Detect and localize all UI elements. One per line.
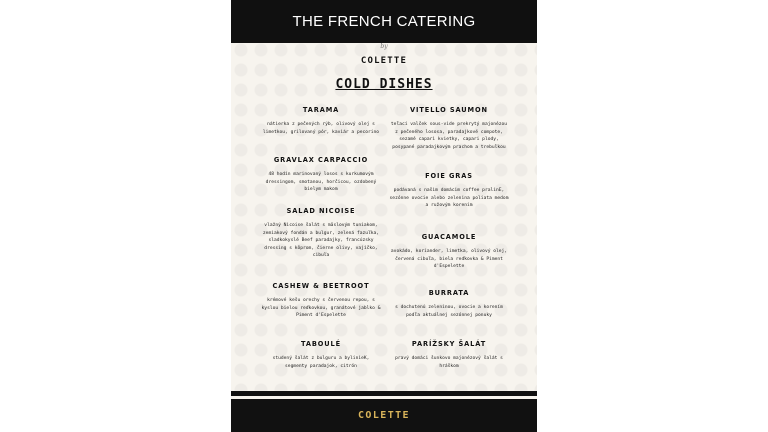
- dish-tarama: [261, 106, 381, 136]
- dish-burrata: [389, 289, 509, 319]
- dish-name: TABOULÉ: [300, 340, 342, 348]
- menu-header: [231, 0, 537, 43]
- page-title: THE FRENCH CATERING: [292, 13, 476, 30]
- dish-description: podávaná s našim domácim coffee pralinE, sezónne ovocie alebo zelenina poliata medom a ružovým korenim: [389, 188, 509, 209]
- dish-description: s dochutenú zeleninou, ovocie a korením podľa aktuálnej sezónnej ponuky: [395, 305, 503, 318]
- dish-name: GUACAMOLE: [421, 233, 477, 241]
- dish-name: TARAMA: [302, 106, 340, 114]
- dish-name: CASHEW & BEETROOT: [272, 282, 370, 290]
- dish-guacamole: [389, 233, 509, 271]
- dish-vitello-saumon: [389, 106, 509, 151]
- dish-description: teľací valček sous-vide prekrytý majonézou z pečeného lososa, paradajkové compote, sezamé capari kvietky, capari plody, posypané paradajkovým prachom a trebuľkou: [390, 122, 508, 150]
- dish-name: SALAD NICOISE: [286, 207, 356, 215]
- dish-description: pravý domáci šunkovo majonézový šalát s hráškom: [395, 356, 503, 369]
- dish-salad-nicoise: [261, 207, 381, 260]
- dish-description: 48 hodín marinovaný losos s kurkumovým dressingom, smotanou, horčicou, ozdobený bielym makom: [265, 172, 377, 193]
- dish-name: PARÍŽSKY ŠALÁT: [411, 340, 487, 348]
- dish-cashew-beetroot: [261, 282, 381, 320]
- dish-name: VITELLO SAUMON: [410, 106, 488, 114]
- dish-gravlax-carpaccio: [261, 156, 381, 194]
- dish-description: vlažný Nicoise šalát s mäslovým tuniakom, zemiakový fondán a bulgur, zelená fazuľka, sladkokyslé Beef paradajky, francúzsky dressing s kôprom, čierne olivy, vajíčko, cibuľa: [262, 223, 380, 259]
- by-text: by: [380, 43, 388, 50]
- dish-description: studený šalát z bulguru a bylinieK, segmenty paradajok, citrón: [272, 356, 370, 369]
- dish-name: BURRATA: [428, 289, 470, 297]
- section-title: COLD DISHES: [335, 77, 433, 92]
- dish-parizsky-salat: [389, 340, 509, 370]
- dish-description: avokádo, koriander, limetka, olivový olej, červená cibuľa, biela reďkovka & Piment d'Espelette: [390, 249, 508, 270]
- dish-taboule: [261, 340, 381, 370]
- brand-name: COLETTE: [360, 56, 408, 66]
- dish-description: krémové kešu orechy s červenou repou, s kyslou bielou reďkovkou, granátové jablko & Piment d'Espelette: [261, 298, 381, 319]
- footer-divider: [231, 391, 537, 396]
- footer-brand: COLETTE: [358, 410, 410, 421]
- menu-page: [231, 0, 537, 432]
- dish-foie-gras: [389, 172, 509, 210]
- menu-footer: [231, 399, 537, 432]
- dish-name: GRAVLAX CARPACCIO: [273, 156, 369, 164]
- dish-description: nátierka z pečených rýb, olivový olej s limetkou, grilovaný pór, kaviár a pecorino: [262, 122, 380, 135]
- dish-name: FOIE GRAS: [425, 172, 473, 180]
